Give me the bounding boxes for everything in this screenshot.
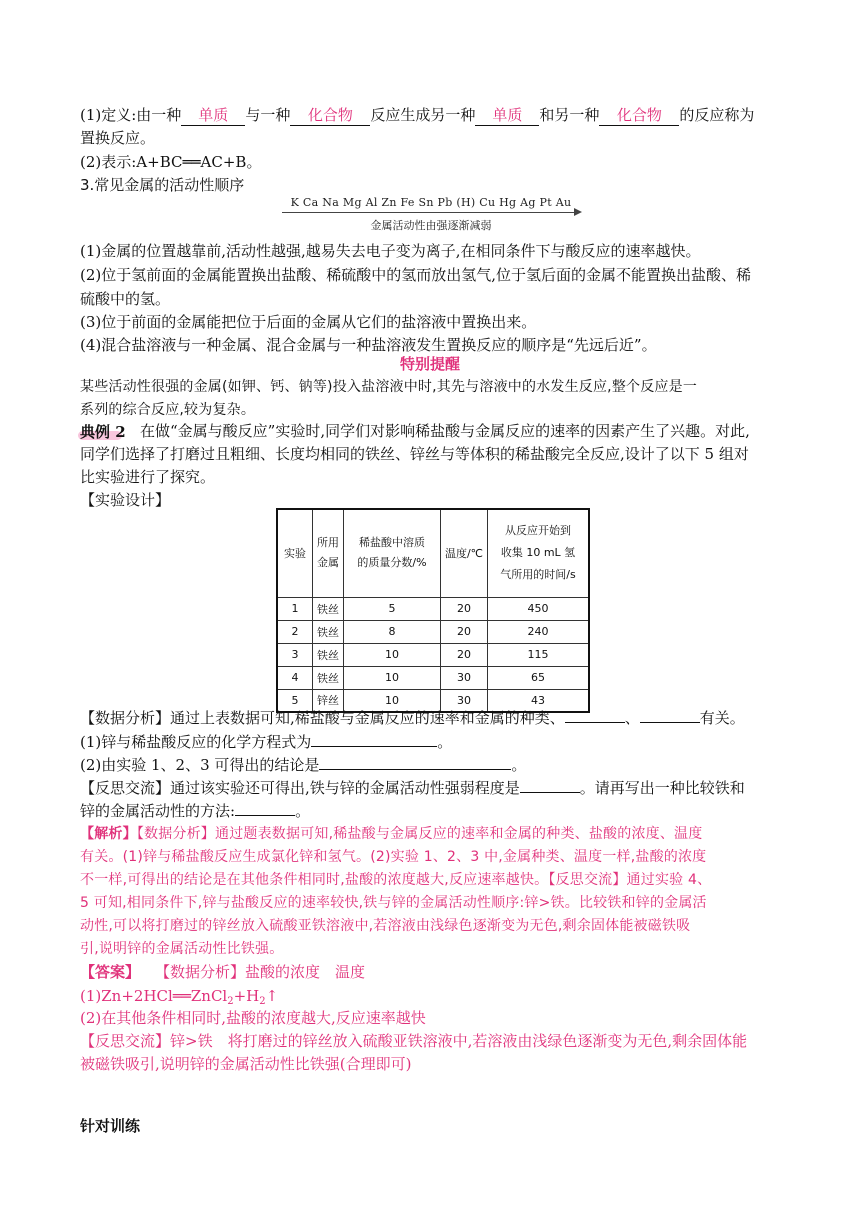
example-label: 典例 2 [80,423,126,441]
example-text: 比实验进行了探究。 [80,468,216,486]
answer-line: (2)在其他条件相同时,盐酸的浓度越大,反应速率越快 [80,1009,426,1027]
answer-blank[interactable] [319,754,511,770]
table-header-row [277,509,589,597]
definition-line [80,105,754,126]
table-header-cell: 从反应开始到 收集 10 mL 氢 气所用的时间/s [488,509,590,597]
table-row: 2 铁丝 8 20 240 [277,620,589,643]
section-title: 3.常见金属的活动性顺序 [80,176,245,194]
answer-blank[interactable] [520,777,580,793]
analysis-line: 不一样,可得出的结论是在其他条件相同时,盐酸的浓度越大,反应速率越快。【反思交流】通过实验 4、 [80,872,712,888]
table-row: 3 铁丝 10 20 115 [277,643,589,666]
answer-blank-1: 单质 [181,106,245,126]
table-header-cell: 温度/℃ [441,509,488,597]
answer-blank[interactable] [640,707,700,723]
table-row: 5 锌丝 10 30 43 [277,689,589,712]
definition-prefix: (1)定义:由一种 [80,106,182,124]
analysis-line: 动性,可以将打磨过的锌丝放入硫酸亚铁溶液中,若溶液由浅绿色逐渐变为无色,剩余固体能被磁铁吸 [80,918,691,934]
question-2: (2)由实验 1、2、3 可得出的结论是 。 [80,756,527,774]
answer-blank-4: 化合物 [599,106,679,126]
tip-title: 特别提醒 [400,355,461,373]
arrow-right-icon [574,208,582,216]
table-header-cell: 实验 [277,509,313,597]
definition-line-2: 置换反应。 [80,129,156,147]
experiment-table [276,508,590,713]
training-title: 针对训练 [80,1117,141,1135]
table-row: 1 铁丝 5 20 450 [277,597,589,620]
rule-line: (4)混合盐溶液与一种金属、混合金属与一种盐溶液发生置换反应的顺序是“先远后近”。 [80,336,657,354]
answer-blank-3: 单质 [475,106,539,126]
answer-line: 被磁铁吸引,说明锌的金属活动性比铁强(合理即可) [80,1055,412,1073]
analysis-line: 【解析】【数据分析】通过题表数据可知,稀盐酸与金属反应的速率和金属的种类、盐酸的浓度、温度 [80,826,703,842]
rule-line: (3)位于前面的金属能把位于后面的金属从它们的盐溶液中置换出来。 [80,313,537,331]
rule-line: (2)位于氢前面的金属能置换出盐酸、稀硫酸中的氢而放出氢气,位于氢后面的金属不能置换出盐酸、稀 [80,266,752,284]
activity-series-diagram [276,196,586,233]
rule-line: (1)金属的位置越靠前,活动性越强,越易失去电子变为离子,在相同条件下与酸反应的速率越快。 [80,242,701,260]
answer-equation: $(1)Zn+2HCl══ZnCl_2+H_2↑$ [80,987,279,1007]
question-3: 【反思交流】通过该实验还可得出,铁与锌的金属活动性强弱程度是 。请再写出一种比较铁和 [80,779,745,797]
answer-blank-2: 化合物 [290,106,370,126]
analysis-line: 5 可知,相同条件下,锌与盐酸反应的速率较快,铁与锌的金属活动性顺序:锌>铁。比较铁和锌的金属活 [80,895,707,911]
answer-line: 【答案】 【数据分析】盐酸的浓度 温度 [80,963,366,981]
tip-line: 某些活动性很强的金属(如钾、钙、钠等)投入盐溶液中时,其先与溶液中的水发生反应,整个反应是一 [80,379,698,395]
rule-line: 硫酸中的氢。 [80,290,171,308]
answer-tag: 【答案】 [80,963,141,981]
table-header-cell: 所用 金属 [313,509,344,597]
definition-text: 的反应称为 [679,106,755,124]
answer-blank[interactable] [311,731,437,747]
table-row: 4 铁丝 10 30 65 [277,666,589,689]
analysis-line: 引,说明锌的金属活动性比铁强。 [80,941,284,957]
definition-text: 反应生成另一种 [370,106,476,124]
representation-line: (2)表示:A+BC══AC+B。 [80,153,262,171]
design-heading: 【实验设计】 [80,491,171,509]
analysis-tag: 【解析】 [80,826,137,842]
question-analysis: 【数据分析】通过上表数据可知,稀盐酸与金属反应的速率和金属的种类、 、 有关。 [80,709,745,727]
answer-line: 【反思交流】锌>铁 将打磨过的锌丝放入硫酸亚铁溶液中,若溶液由浅绿色逐渐变为无色,剩余固体能 [80,1032,748,1050]
activity-series-caption: 金属活动性由强逐渐减弱 [370,219,492,232]
tip-line: 系列的综合反应,较为复杂。 [80,402,256,418]
answer-blank[interactable] [565,707,625,723]
analysis-line: 有关。(1)锌与稀盐酸反应生成氯化锌和氢气。(2)实验 1、2、3 中,金属种类、温度一样,盐酸的浓度 [80,849,707,865]
answer-blank[interactable] [235,800,295,816]
example-text: 同学们选择了打磨过且粗细、长度均相同的铁丝、锌丝与等体积的稀盐酸完全反应,设计了以下 5 组对 [80,445,749,463]
example-text: 在做“金属与酸反应”实验时,同学们对影响稀盐酸与金属反应的速率的因素产生了兴趣。对此, [140,422,750,440]
activity-series-metals: K Ca Na Mg Al Zn Fe Sn Pb (H) Cu Hg Ag Pt Au [290,196,572,209]
definition-text: 和另一种 [539,106,600,124]
question-1: (1)锌与稀盐酸反应的化学方程式为 。 [80,733,453,751]
question-3-cont: 锌的金属活动性的方法: 。 [80,802,311,820]
table-header-cell: 稀盐酸中溶质 的质量分数/% [344,509,441,597]
activity-series-arrow [276,209,586,217]
definition-text: 与一种 [245,106,291,124]
